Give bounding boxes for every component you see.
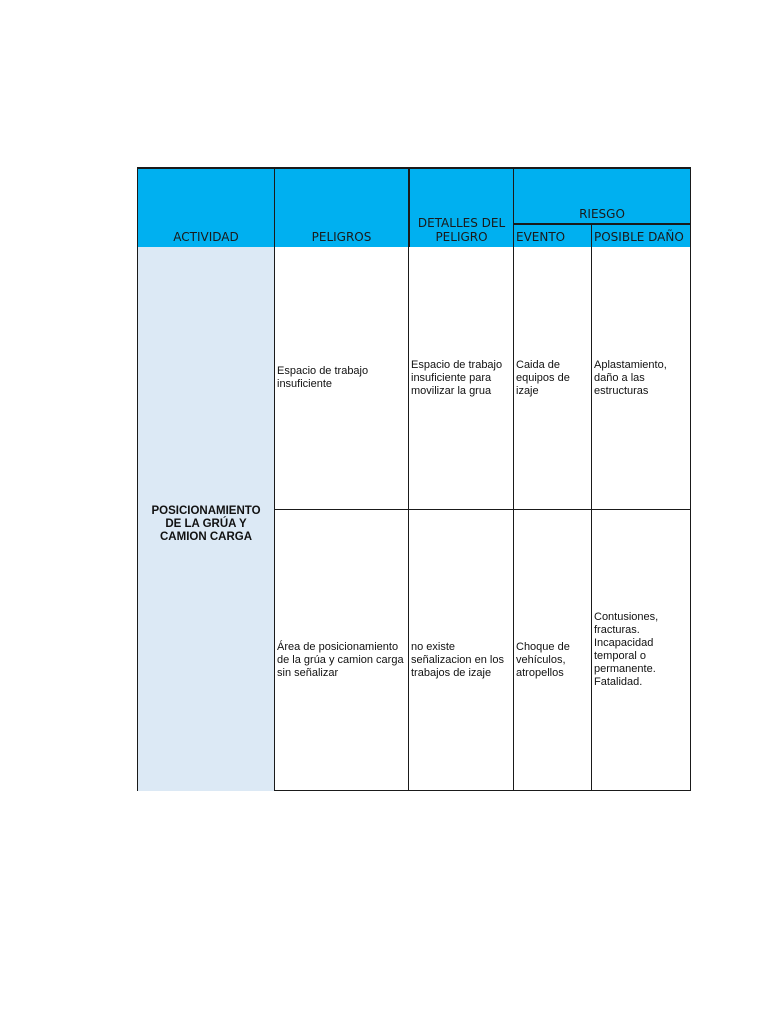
header-peligros <box>274 167 408 247</box>
header-evento-label: EVENTO <box>516 230 566 244</box>
row-2-evento-text: Choque de vehículos, atropellos <box>516 640 570 679</box>
header-riesgo-label: RIESGO <box>579 207 625 221</box>
risk-table <box>137 167 691 791</box>
row-1-evento <box>513 247 591 510</box>
activity-label: POSICIONAMIENTO DE LA GRÚA Y CAMION CARGA <box>151 504 261 543</box>
row-1-detalle <box>408 247 513 510</box>
row-2-posible-dano-text: Contusiones, fracturas. Incapacidad temporal o permanente. Fatalidad. <box>594 611 659 688</box>
row-2-peligro <box>274 510 408 791</box>
header-posible-dano-label: POSIBLE DAÑO <box>594 230 684 244</box>
header-actividad-label: ACTIVIDAD <box>173 230 239 244</box>
row-2-evento <box>513 510 591 791</box>
header-riesgo <box>513 167 691 225</box>
header-detalles <box>408 167 513 247</box>
header-detalles-label: DETALLES DEL PELIGRO <box>417 216 506 244</box>
activity-cell <box>137 247 274 791</box>
row-1-peligro <box>274 247 408 510</box>
row-1-posible-dano <box>591 247 691 510</box>
header-evento <box>513 225 591 247</box>
row-2-posible-dano <box>591 510 691 791</box>
header-actividad <box>137 167 274 247</box>
row-1-evento-text: Caida de equipos de izaje <box>516 358 570 397</box>
row-2-detalle <box>408 510 513 791</box>
header-peligros-label: PELIGROS <box>311 230 372 244</box>
row-1-detalle-text: Espacio de trabajo insuficiente para movilizar la grua <box>411 358 503 397</box>
row-1-peligro-text: Espacio de trabajo insuficiente <box>277 365 369 390</box>
row-2-detalle-text: no existe señalizacion en los trabajos de izaje <box>411 640 504 679</box>
row-2-peligro-text: Área de posicionamiento de la grúa y camion carga sin señalizar <box>277 640 404 679</box>
header-posible-dano <box>591 225 691 247</box>
row-1-posible-dano-text: Aplastamiento, daño a las estructuras <box>594 358 667 397</box>
